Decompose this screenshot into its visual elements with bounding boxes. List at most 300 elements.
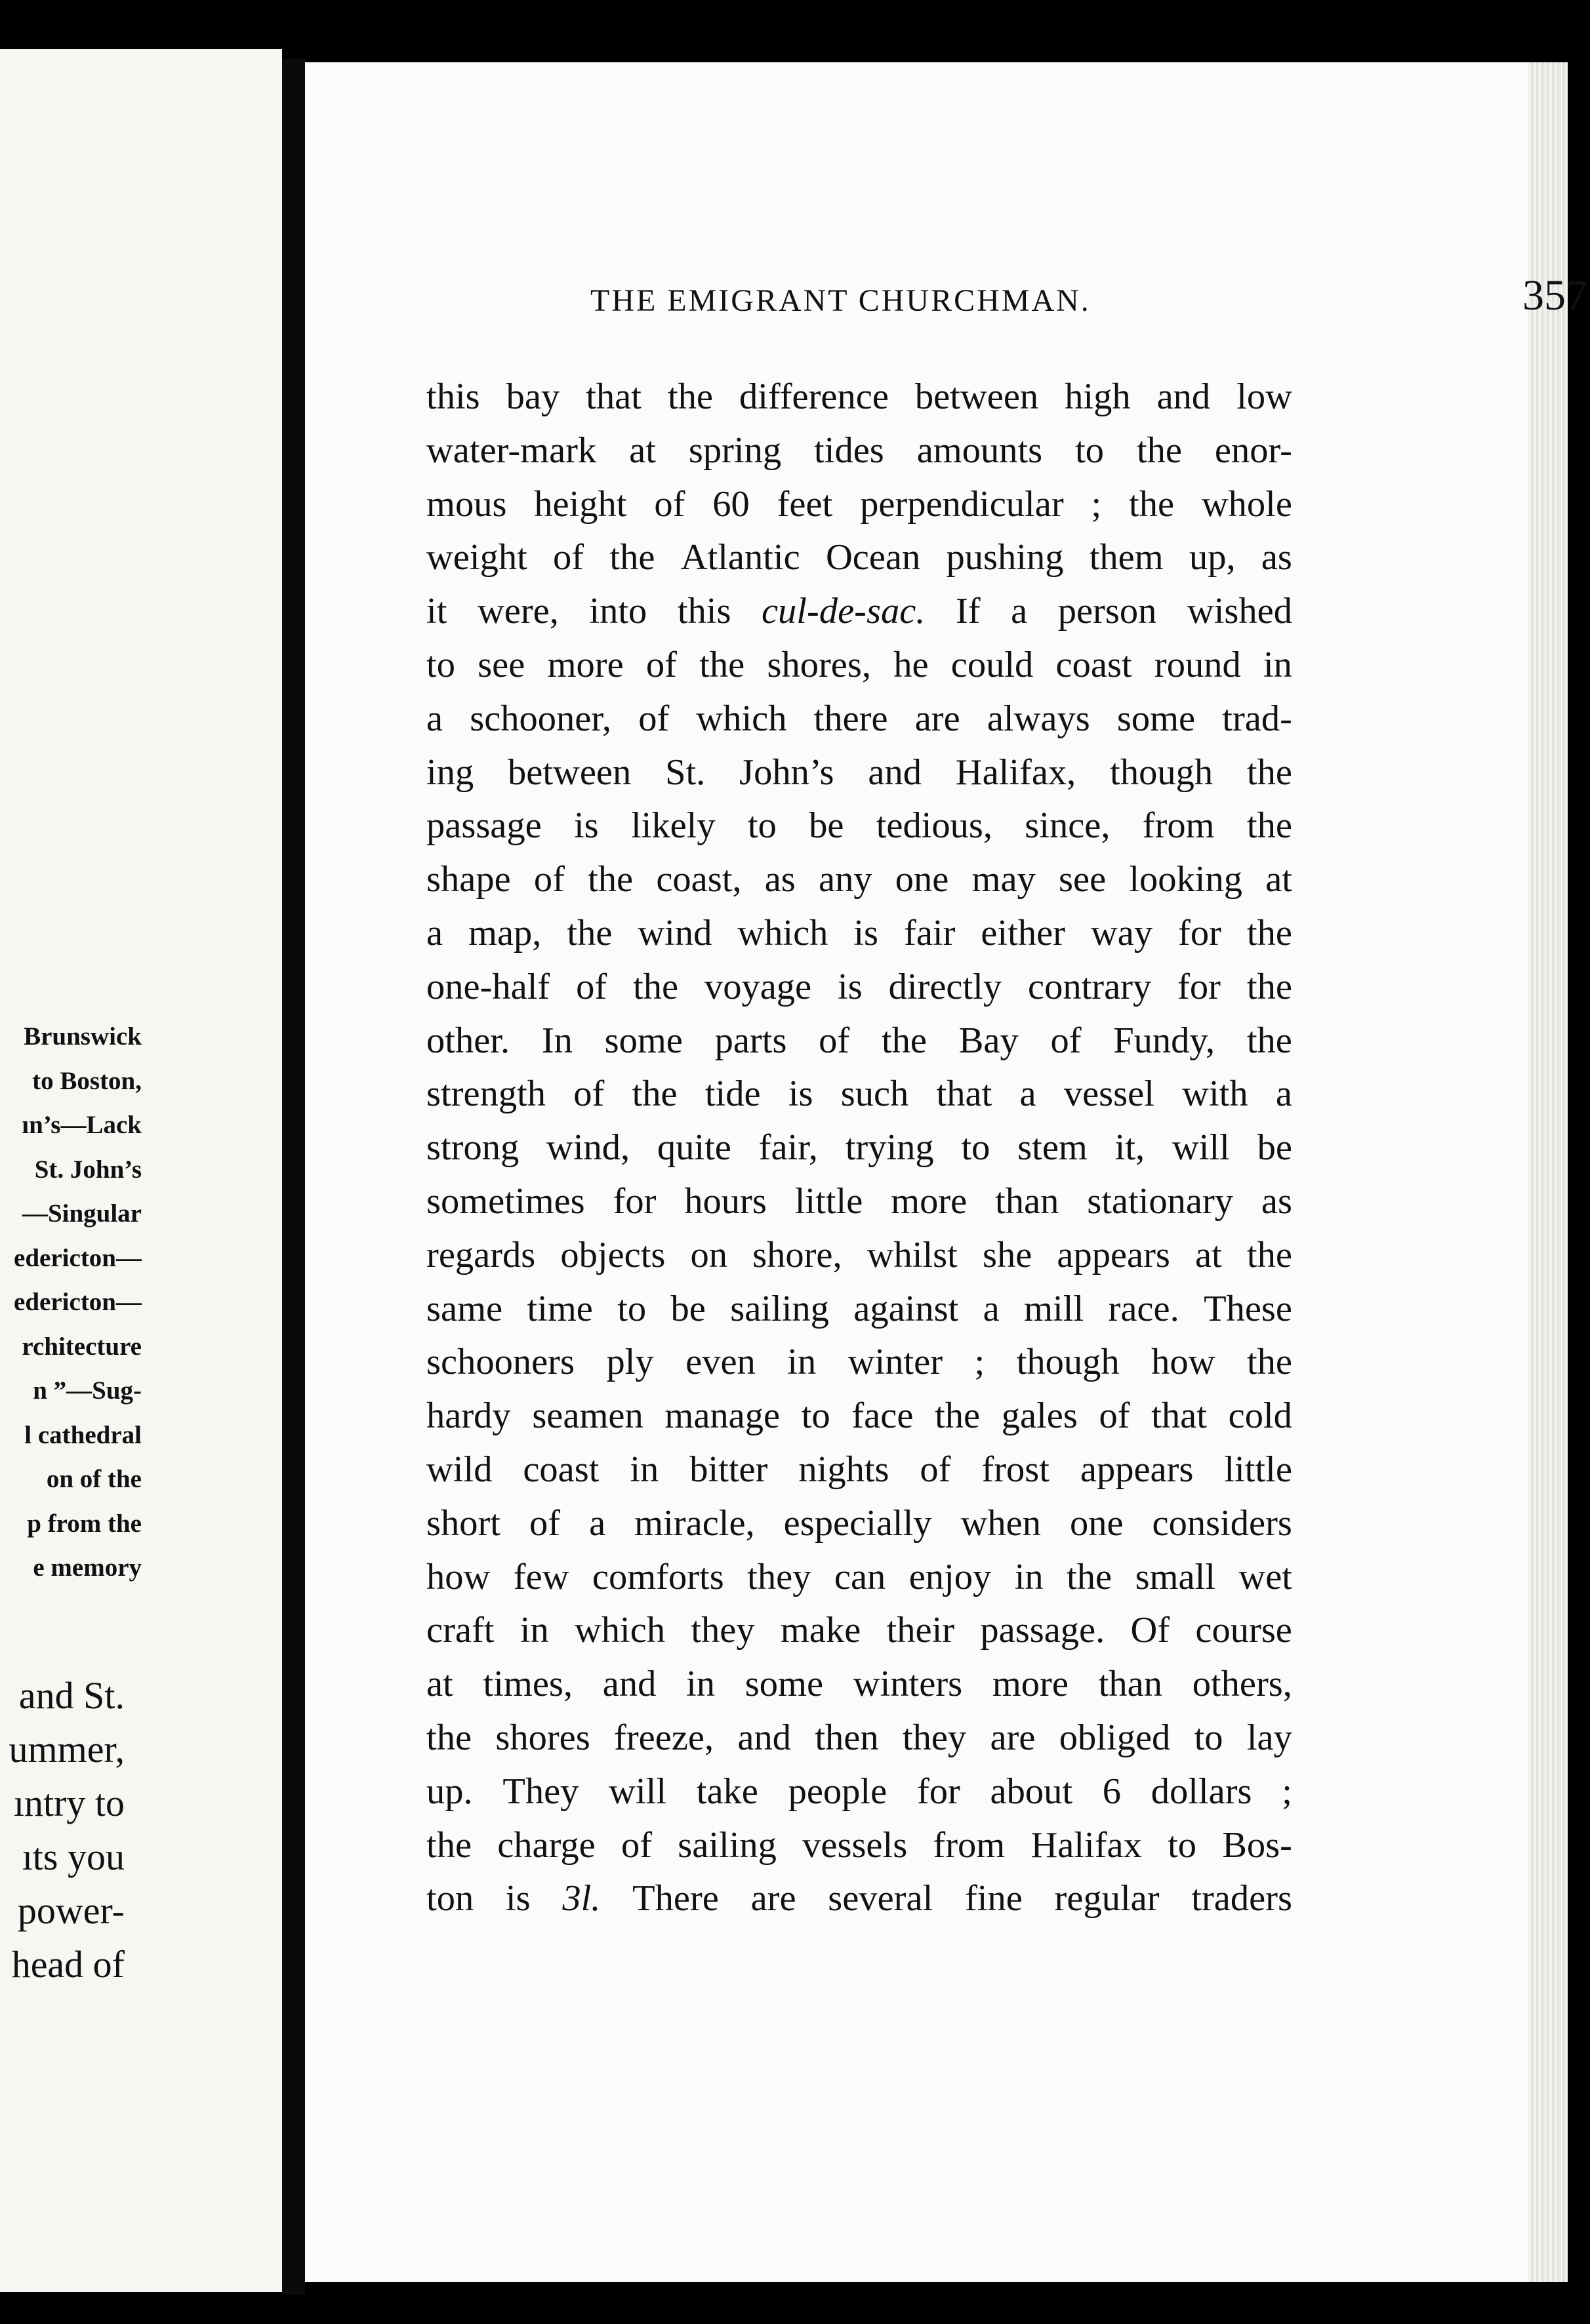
word: see (1059, 859, 1107, 900)
text-line (426, 853, 1292, 907)
word: may (971, 859, 1036, 900)
word: of (645, 644, 677, 685)
word: were, (477, 591, 559, 632)
word: miracle, (634, 1502, 755, 1544)
text-line (426, 531, 1292, 585)
word: a (983, 1288, 1000, 1329)
word: about (990, 1771, 1073, 1812)
text-line (426, 1229, 1292, 1283)
running-head-title: THE EMIGRANT CHURCHMAN. (590, 283, 1091, 318)
word: St. (665, 751, 706, 793)
word: then (815, 1717, 879, 1758)
word: is (788, 1073, 813, 1115)
word: Bos- (1222, 1824, 1292, 1866)
word: one (895, 859, 949, 900)
word: wild (426, 1449, 493, 1490)
word: people (788, 1771, 887, 1812)
word: between (508, 751, 632, 793)
word: a (1019, 1073, 1036, 1115)
summary-line: edericton— (14, 1288, 142, 1316)
word: weight (426, 537, 527, 578)
text-line (426, 1121, 1292, 1175)
word: at (426, 1664, 453, 1705)
word: ton (426, 1878, 474, 1919)
word: fair (904, 912, 956, 953)
word: vessels (802, 1824, 908, 1866)
word: the (1246, 805, 1292, 847)
word: more (547, 644, 624, 685)
word: coast (523, 1449, 600, 1490)
word: shape (426, 859, 511, 900)
word: of (621, 1824, 653, 1866)
text-line (426, 1658, 1292, 1712)
word: either (981, 912, 1065, 953)
word: They (502, 1771, 579, 1812)
text-line (426, 371, 1292, 424)
text-line (426, 1819, 1292, 1873)
word: sailing (678, 1824, 777, 1866)
word: of (819, 1020, 850, 1061)
word: for (916, 1771, 960, 1812)
word: comforts (592, 1556, 724, 1597)
word: is (505, 1878, 531, 1919)
word: charge (497, 1824, 596, 1866)
word: high (1065, 376, 1131, 417)
word: to (1075, 430, 1105, 471)
word: little (794, 1180, 863, 1222)
word: strength (426, 1073, 546, 1115)
word: coast (1055, 644, 1132, 685)
text-line (426, 478, 1292, 532)
word: voyage (704, 966, 812, 1007)
word: sometimes (426, 1180, 585, 1222)
word: he (893, 644, 929, 685)
word: which (696, 698, 787, 739)
word: how (1151, 1342, 1215, 1383)
word: whilst (866, 1234, 958, 1275)
word: at (1265, 859, 1292, 900)
word: whole (1201, 483, 1292, 525)
text-line (426, 1336, 1292, 1390)
word: tide (704, 1073, 761, 1115)
chapter-summary-fragment (0, 1014, 142, 1590)
word: shores (495, 1717, 590, 1758)
word: passage. (980, 1610, 1105, 1651)
word: can (834, 1556, 886, 1597)
word: John’s (739, 751, 834, 793)
word: their (886, 1610, 955, 1651)
word: are (750, 1878, 796, 1919)
word: is (838, 966, 863, 1007)
word: other. (426, 1020, 510, 1061)
text-line (426, 907, 1292, 961)
word: the (567, 912, 613, 953)
word: is (853, 912, 879, 953)
word: perpendicular (860, 483, 1064, 525)
word: more (891, 1180, 968, 1222)
word: the (609, 537, 655, 578)
word: she (982, 1234, 1032, 1275)
word: of (533, 859, 565, 900)
word: obliged (1059, 1717, 1171, 1758)
word: Of (1130, 1610, 1170, 1651)
word: that (1151, 1395, 1207, 1437)
word: vessel (1063, 1073, 1154, 1115)
word: round (1154, 644, 1241, 685)
word: and (868, 751, 922, 793)
word: dollars (1151, 1771, 1252, 1812)
word: wet (1238, 1556, 1292, 1597)
word: take (696, 1771, 758, 1812)
text-line (426, 1765, 1292, 1819)
word: be (809, 805, 844, 847)
word: up, (1189, 537, 1236, 578)
word: ; (974, 1342, 985, 1383)
word: wind (638, 912, 712, 953)
word: sailing (730, 1288, 829, 1329)
text-line (426, 799, 1292, 853)
word: shore, (752, 1234, 842, 1275)
summary-line: ın’s—Lack (22, 1111, 142, 1139)
word: quite (657, 1127, 731, 1169)
word: of (654, 483, 685, 525)
word: and (737, 1717, 791, 1758)
word: there (813, 698, 888, 739)
word: could (950, 644, 1034, 685)
word: of (573, 1073, 605, 1115)
word: fair, (758, 1127, 818, 1169)
word: they (747, 1556, 811, 1597)
word: hardy (426, 1395, 511, 1437)
word: map, (468, 912, 542, 953)
word: winters (853, 1664, 963, 1705)
word: this (677, 591, 731, 632)
word: nights (798, 1449, 889, 1490)
word: freeze, (614, 1717, 714, 1758)
word: tides (814, 430, 884, 471)
word: considers (1152, 1502, 1292, 1544)
text-line (426, 692, 1292, 746)
word: one (1069, 1502, 1124, 1544)
word: the (633, 966, 679, 1007)
word: winter (847, 1342, 943, 1383)
word: are (990, 1717, 1036, 1758)
running-head (590, 271, 1587, 330)
word: the (1067, 1556, 1112, 1597)
word: against (853, 1288, 959, 1329)
word: to (801, 1395, 830, 1437)
word: wished (1187, 591, 1292, 632)
word: will (1172, 1127, 1230, 1169)
word: they (902, 1717, 967, 1758)
word: to (1168, 1824, 1197, 1866)
word: lay (1246, 1717, 1292, 1758)
word: at (1195, 1234, 1222, 1275)
word: ; (1091, 483, 1102, 525)
word: for (1178, 912, 1221, 953)
word: regards (426, 1234, 536, 1275)
word: course (1195, 1610, 1292, 1651)
previous-page-fragment (0, 49, 282, 2292)
text-line (426, 1390, 1292, 1443)
word: craft (426, 1610, 495, 1651)
word: and (1156, 376, 1211, 417)
word: the (632, 1073, 678, 1115)
word: appears (1057, 1234, 1170, 1275)
word: of (529, 1502, 561, 1544)
summary-line: n ”—Sug- (33, 1376, 142, 1405)
text-line (426, 1872, 1292, 1926)
word: to (426, 644, 455, 685)
text-line (426, 1443, 1292, 1497)
word: face (851, 1395, 914, 1437)
word: from (933, 1824, 1006, 1866)
word: coast, (656, 859, 742, 900)
body-line: ummer, (9, 1728, 125, 1771)
word: bay (506, 376, 560, 417)
word: stationary (1087, 1180, 1234, 1222)
word: the (1129, 483, 1175, 525)
word: some (604, 1020, 683, 1061)
summary-line: —Singular (22, 1199, 142, 1228)
word: the (1246, 1020, 1292, 1061)
page-357 (305, 62, 1587, 2282)
word: These (1204, 1288, 1292, 1329)
word: will (609, 1771, 667, 1812)
word: as (1261, 1180, 1292, 1222)
word: objects (560, 1234, 666, 1275)
word: since, (1025, 805, 1111, 847)
word: cold (1228, 1395, 1292, 1437)
text-line (426, 424, 1292, 478)
word: of (638, 698, 670, 739)
word: pushing (946, 537, 1064, 578)
summary-line: St. John’s (34, 1155, 142, 1184)
word: Bay (958, 1020, 1019, 1061)
word: are (914, 698, 960, 739)
word: how (426, 1556, 491, 1597)
page-number: 357 (1522, 271, 1587, 319)
word: in (1014, 1556, 1044, 1597)
word: feet (777, 483, 833, 525)
word: schooners (426, 1342, 575, 1383)
word: that (936, 1073, 992, 1115)
word: the (667, 376, 713, 417)
word: a (1011, 591, 1028, 632)
word: for (613, 1180, 657, 1222)
italic-word: 3l. (562, 1878, 601, 1919)
word: they (691, 1610, 755, 1651)
summary-line: p from the (27, 1509, 142, 1538)
word: the (1246, 966, 1292, 1007)
word: mill (1024, 1288, 1084, 1329)
body-line: head of (11, 1943, 125, 1986)
text-line (426, 639, 1292, 692)
text-line (426, 1497, 1292, 1551)
word: the (881, 1020, 927, 1061)
word: to (961, 1127, 990, 1169)
word: wind, (546, 1127, 630, 1169)
word: directly (888, 966, 1002, 1007)
word: 6 (1102, 1771, 1122, 1812)
word: enor- (1214, 430, 1292, 471)
word: and (602, 1664, 657, 1705)
word: a (426, 912, 443, 953)
word: to (617, 1288, 647, 1329)
word: height (534, 483, 627, 525)
text-line (426, 746, 1292, 800)
word: a (589, 1502, 606, 1544)
word: amounts (916, 430, 1043, 471)
text-line (426, 961, 1292, 1014)
word: in (1263, 644, 1292, 685)
word: on (690, 1234, 728, 1275)
word: others, (1192, 1664, 1292, 1705)
word: for (1177, 966, 1221, 1007)
word: in (787, 1342, 817, 1383)
word: it, (1114, 1127, 1145, 1169)
word: than (1098, 1664, 1162, 1705)
italic-word: cul-de-sac. (761, 591, 926, 632)
body-line: ıntry to (13, 1782, 125, 1824)
word: time (527, 1288, 593, 1329)
word: be (1257, 1127, 1292, 1169)
word: seamen (532, 1395, 643, 1437)
word: ; (1282, 1771, 1292, 1812)
word: stem (1017, 1127, 1088, 1169)
word: it (426, 591, 447, 632)
word: shores, (767, 644, 871, 685)
word: especially (783, 1502, 932, 1544)
word: the (1246, 751, 1292, 793)
word: traders (1191, 1878, 1292, 1919)
word: small (1135, 1556, 1215, 1597)
text-line (426, 1175, 1292, 1229)
word: in (630, 1449, 659, 1490)
word: gales (1001, 1395, 1078, 1437)
word: parts (714, 1020, 787, 1061)
word: the (699, 644, 745, 685)
word: such (840, 1073, 909, 1115)
word: in (520, 1610, 549, 1651)
word: to (747, 805, 777, 847)
word: of (1050, 1020, 1082, 1061)
word: 60 (712, 483, 750, 525)
summary-line: e memory (33, 1553, 142, 1582)
summary-line: to Boston, (32, 1066, 142, 1095)
text-line (426, 585, 1292, 639)
word: little (1224, 1449, 1292, 1490)
word: fine (964, 1878, 1023, 1919)
word: of (553, 537, 584, 578)
word: the (1136, 430, 1182, 471)
summary-line: l cathedral (24, 1420, 142, 1449)
text-line (426, 1712, 1292, 1765)
word: always (987, 698, 1090, 739)
word: as (1261, 537, 1292, 578)
word: any (819, 859, 872, 900)
word: few (513, 1556, 569, 1597)
word: to (1194, 1717, 1223, 1758)
word: ing (426, 751, 474, 793)
word: trying (845, 1127, 934, 1169)
word: of (1099, 1395, 1130, 1437)
word: low (1236, 376, 1292, 417)
word: enjoy (908, 1556, 992, 1597)
word: them (1089, 537, 1164, 578)
word: spring (688, 430, 782, 471)
word: Ocean (825, 537, 921, 578)
word: the (588, 859, 634, 900)
word: which (737, 912, 828, 953)
word: the (935, 1395, 981, 1437)
text-line (426, 1551, 1292, 1605)
word: looking (1129, 859, 1242, 900)
word: way (1090, 912, 1153, 953)
body-line: ıts you (22, 1835, 125, 1878)
word: Halifax (1030, 1824, 1142, 1866)
word: trad- (1222, 698, 1292, 739)
word: appears (1080, 1449, 1194, 1490)
word: In (541, 1020, 573, 1061)
word: up. (426, 1771, 473, 1812)
text-line (426, 1283, 1292, 1336)
word: at (629, 430, 656, 471)
page-edge-stack (1528, 62, 1568, 2282)
text-line (426, 1014, 1292, 1068)
word: passage (426, 805, 542, 847)
word: the (426, 1717, 472, 1758)
word: mous (426, 483, 507, 525)
word: though (1110, 751, 1213, 793)
word: water-mark (426, 430, 597, 471)
word: even (685, 1342, 756, 1383)
word: is (573, 805, 599, 847)
word: the (1246, 1234, 1292, 1275)
word: which (575, 1610, 666, 1651)
word: from (1142, 805, 1215, 847)
body-line: and St. (18, 1674, 125, 1717)
text-line (426, 1604, 1292, 1658)
word: when (960, 1502, 1041, 1544)
word: likely (630, 805, 716, 847)
previous-page-body-fragment (0, 1669, 125, 1992)
word: the (1246, 1342, 1292, 1383)
word: see (478, 644, 525, 685)
text-line (426, 1068, 1292, 1121)
word: bitter (689, 1449, 768, 1490)
word: between (914, 376, 1039, 417)
word: contrary (1028, 966, 1152, 1007)
word: a (1275, 1073, 1292, 1115)
summary-line: on of the (46, 1465, 142, 1493)
body-line: power- (17, 1889, 125, 1932)
word: this (426, 376, 480, 417)
word: same (426, 1288, 503, 1329)
word: make (780, 1610, 861, 1651)
word: of (920, 1449, 951, 1490)
word: than (995, 1180, 1059, 1222)
word: tedious, (876, 805, 993, 847)
word: regular (1054, 1878, 1160, 1919)
word: with (1182, 1073, 1248, 1115)
word: in (686, 1664, 716, 1705)
word: Halifax, (955, 751, 1076, 793)
word: be (670, 1288, 706, 1329)
word: Fundy, (1113, 1020, 1215, 1061)
word: hours (684, 1180, 767, 1222)
word: manage (664, 1395, 781, 1437)
